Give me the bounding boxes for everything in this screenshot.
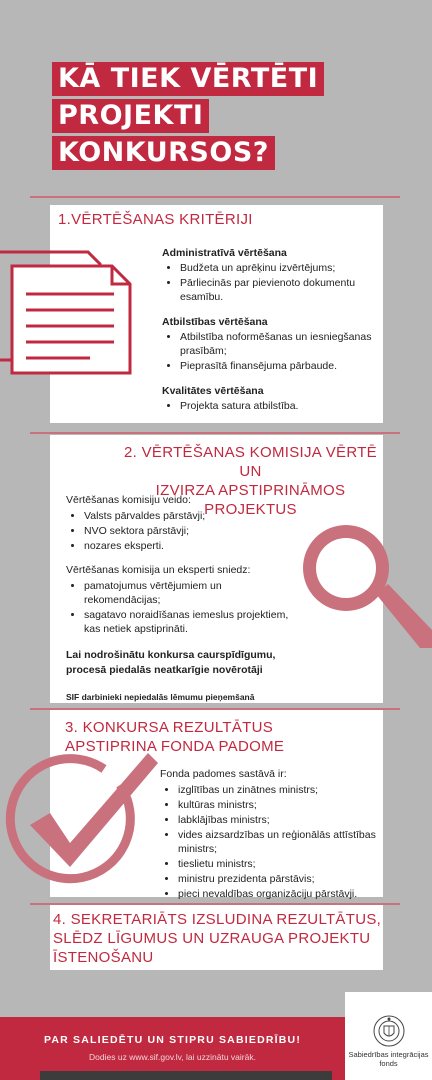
section-4-title-line-1: 4. SEKRETARIĀTS IZSLUDINA REZULTĀTUS, [53,911,382,928]
council-intro: Fonda padomes sastāvā ir: [160,768,287,780]
list-item: • nozares eksperti. [84,539,291,553]
section-4-title-line-3: ĪSTENOŠANU [53,949,154,966]
list-item: • Projekta satura atbilstība. [180,399,377,413]
criteria-heading: Administratīvā vērtēšana [162,247,287,259]
logo-text-line-1: Sabiedrības integrācijas [348,1050,429,1059]
list-item: • Budžeta un aprēķinu izvērtējums; [180,261,377,275]
section-4-title-line-2: SLĒDZ LĪGUMUS UN UZRAUGA PROJEKTU [53,930,371,947]
list-item: • izglītības un zinātnes ministrs; [178,783,378,797]
section-2-title-line-2: IZVIRZA APSTIPRINĀMOS PROJEKTUS [155,482,346,518]
commission-intro: Vērtēšanas komisija un eksperti sniedz: [66,564,251,576]
commission-info [66,493,291,702]
checkmark-icon [0,745,160,885]
footer-slogan: PAR SALIEDĒTU UN STIPRU SABIEDRĪBU! [43,1034,302,1046]
section-4-card [50,905,383,970]
list-item: • NVO sektora pārstāvji; [84,524,291,538]
section-3-title-line-1: 3. KONKURSA REZULTĀTUS [65,719,274,736]
logo-text-line-2: fonds [379,1059,398,1068]
list-item: • Pārliecinās par pievienoto dokumentu esamību. [180,276,377,304]
list-item: • Pieprasītā finansējuma pārbaude. [180,359,377,373]
list-item: • kultūras ministrs; [178,798,378,812]
coat-of-arms-icon [371,1014,407,1048]
criteria-list [162,247,377,414]
footer-bar [40,1071,332,1080]
section-4-title [53,910,381,967]
list-item: • vides aizsardzības un reģionālās attīstības ministrs; [178,828,378,856]
section-1-title: 1.VĒRTĒŠANAS KRITĒRIJI [58,211,253,228]
list-item: • tieslietu ministrs; [178,857,378,871]
commission-intro: Vērtēšanas komisiju veido: [66,494,191,506]
criteria-heading: Kvalitātes vērtēšana [162,385,264,397]
staff-note: SIF darbinieki nepiedalās lēmumu pieņemšanā [66,692,255,702]
divider [30,432,400,434]
criteria-heading: Atbilstības vērtēšana [162,316,268,328]
page-title-line-1: KĀ TIEK VĒRTĒTI [52,62,324,96]
list-item: • pieci nevaldības organizāciju pārstāvji. [178,887,378,901]
logo[interactable] [345,992,432,1080]
section-2-title-line-1: 2. VĒRTĒŠANAS KOMISIJA VĒRTĒ UN [124,444,377,480]
list-item: • pamatojumus vērtējumiem un rekomendācijas; [84,579,291,607]
footer-link-text[interactable]: Dodies uz www.sif.gov.lv, lai uzzinātu vairāk. [89,1052,256,1062]
page-title-line-3: KONKURSOS? [52,136,275,170]
page-title-line-2: PROJEKTI [52,99,209,133]
divider [30,196,400,198]
list-item: • ministru prezidenta pārstāvis; [178,872,378,886]
list-item: • Valsts pārvaldes pārstāvji; [84,509,291,523]
magnifier-icon [296,518,432,648]
section-3-title-line-2: APSTIPRINA FONDA PADOME [65,738,285,755]
document-icon [0,240,140,375]
council-info [160,767,378,902]
logo-text [347,1050,430,1068]
list-item: • Atbilstība noformēšanas un iesniegšanas prasībām; [180,330,377,358]
list-item: • labklājības ministrs; [178,813,378,827]
transparency-note: Lai nodrošinātu konkursa caurspīdīgumu, procesā piedalās neatkarīgie novērotāji [66,649,276,676]
list-item: • sagatavo noraidīšanas iemeslus projektiem, kas netiek apstiprināti. [84,608,291,636]
